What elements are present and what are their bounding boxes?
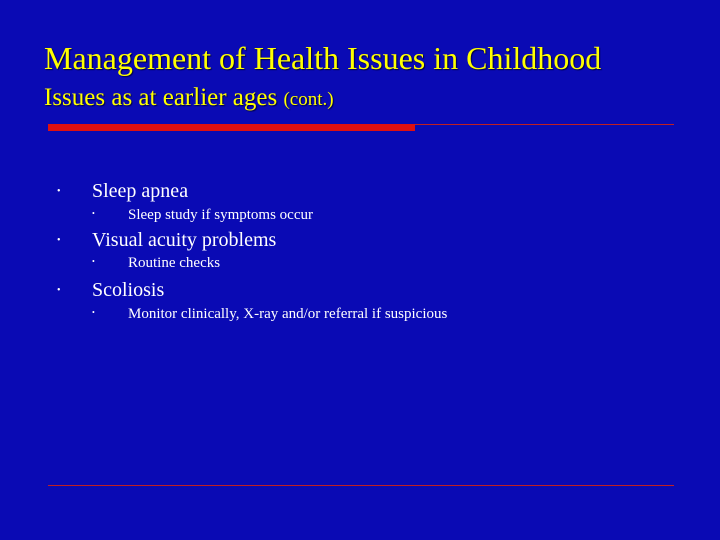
sub-bullet-icon: • [92, 257, 95, 266]
sub-bullet-label: Monitor clinically, X-ray and/or referral if suspicious [128, 306, 448, 322]
slide-subtitle-text: Issues as at earlier ages [44, 84, 278, 111]
sub-bullet-label: Sleep study if symptoms occur [128, 207, 313, 223]
bullet-icon: • [57, 235, 61, 246]
footer-divider [48, 485, 674, 486]
bullet-label: Visual acuity problems [92, 229, 277, 251]
sub-bullet-icon: • [92, 209, 95, 218]
sub-bullet-icon: • [92, 308, 95, 317]
slide-subtitle-suffix: (cont.) [283, 89, 334, 110]
title-divider-thick [48, 124, 415, 131]
bullet-icon: • [57, 285, 61, 296]
sub-bullet-label: Routine checks [128, 255, 221, 271]
bullet-label: Sleep apnea [92, 180, 189, 202]
bullet-icon: • [57, 186, 61, 197]
slide-title: Management of Health Issues in Childhood [44, 40, 602, 76]
bullet-label: Scoliosis [92, 279, 165, 301]
slide-subtitle [44, 84, 334, 112]
